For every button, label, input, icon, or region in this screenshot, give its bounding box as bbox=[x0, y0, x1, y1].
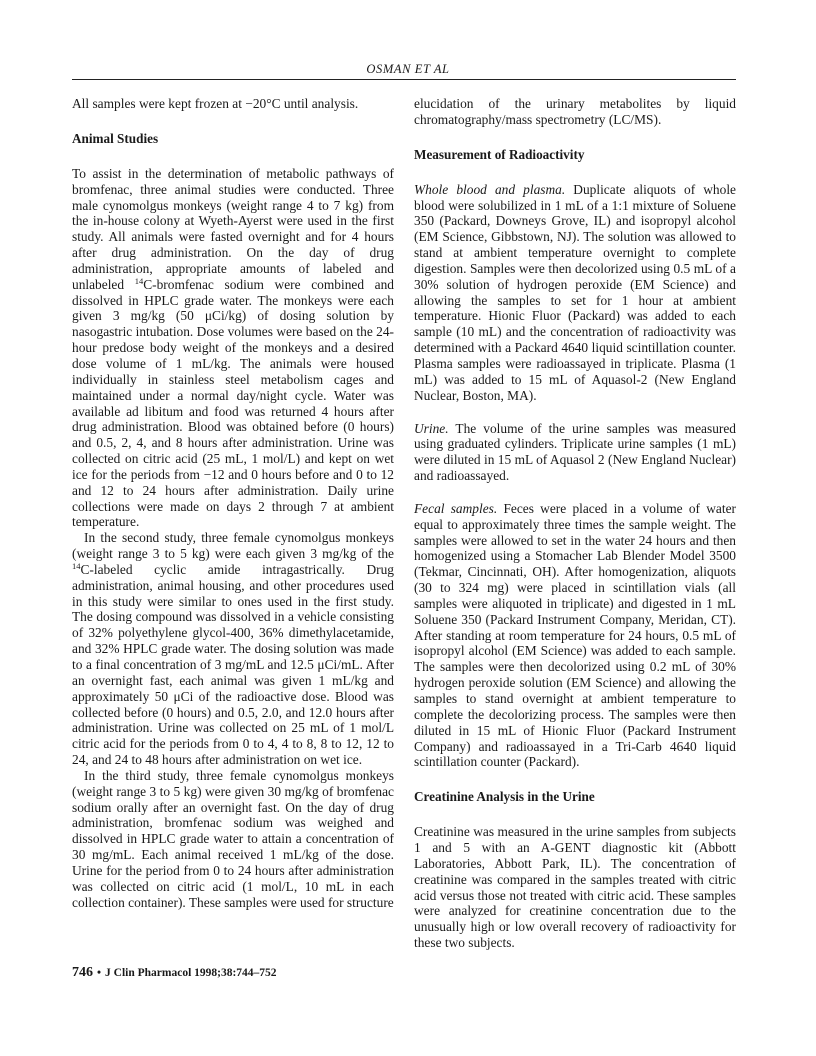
paragraph-text: In the second study, three female cynomolgus monkeys (weight range 3 to 5 kg) were each given 3 mg/kg of the bbox=[72, 530, 394, 562]
isotope-superscript: 14 bbox=[134, 275, 144, 286]
journal-citation: J Clin Pharmacol 1998;38:744–752 bbox=[105, 967, 277, 979]
paragraph-fecal bbox=[414, 501, 736, 770]
paragraph-urine bbox=[414, 421, 736, 484]
paragraph-text: The volume of the urine samples was measured using graduated cylinders. Triplicate urine samples (1 mL) were diluted in 15 mL of Aquasol 2 (New England Nuclear) and radioassayed. bbox=[414, 420, 736, 484]
bullet-separator: • bbox=[97, 967, 102, 979]
paragraph-text: Feces were placed in a volume of water equal to approximately three times the sample weight. The samples were allowed to set in the water 24 hours and then homogenized using a Stomacher Lab Blender Model 3500 (Tekmar, Cincinnati, OH). After homogenization, aliquots (30 to 324 mg) were placed in scintillation vials (all samples were aliquoted in triplicate) and digested in 1 mL Soluene 350 (Packard Instrument Company, Meridan, CT). After standing at room temperature for 24 hours, 0.5 mL of isopropyl alcohol (EM Science) was added to each sample. The samples were then decolorized using 0.2 mL of 30% hydrogen peroxide solution (EM Science) and allowing the samples to stand overnight at ambient temperature to complete the decolorizing process. The samples were then diluted in 15 mL of Hionic Fluor (Packard Instrument Company) and radioassayed in a Tri-Carb 4640 liquid scintillation counter (Packard). bbox=[414, 500, 736, 770]
paragraph-text: C-labeled cyclic amide intragastrically. Drug administration, animal housing, and other procedures used in this study were similar to ones used in the first study. The dosing compound was dissolved in a vehicle consisting of 32% polyethylene glycol-400, 36% dimethylacetamide, and 32% HPLC grade water. The dosing solution was made to a final concentration of 3 mg/mL and 12.5 μCi/mL. After an overnight fast, each animal was given 1 mL/kg and approximately 50 μCi of the radioactive dose. Blood was collected before (0 hours) and 0.5, 2.0, and 12.0 hours after administration. Urine was collected on 25 mL of 1 mol/L citric acid for the periods from 0 to 4, 4 to 8, 8 to 12, 12 to 24, and 24 to 48 hours after administration on wet ice. bbox=[72, 561, 394, 768]
paragraph-text: To assist in the determination of metabolic pathways of bromfenac, three animal studies were conducted. Three male cynomolgus monkeys (weight range 4 to 7 kg) from the in-house colony at Wyeth-Ayerst were used in the first study. All animals were fasted overnight and for 4 hours after drug administration. On the day of drug administration, appropriate amounts of labeled and unlabeled bbox=[72, 165, 394, 292]
paragraph-text: C-bromfenac sodium were combined and dissolved in HPLC grade water. The monkeys were each given 3 mg/kg (50 μCi/kg) of dosing solution by nasogastric intubation. Dose volumes were based on the 24-hour predose body weight of the monkeys and a desired dose volume of 1 mL/kg. The animals were housed individually in stainless steel metabolism cages and maintained under a normal day/night cycle. Water was available ad libitum and food was returned 4 hours after drug administration. Blood was obtained before (0 hours) and 0.5, 2, 4, and 8 hours after administration. Urine was collected on citric acid (25 mL, 1 mol/L) and kept on wet ice for the periods from −12 and 0 hours before and 0 to 12 and 12 to 24 hours after administration. Daily urine collections were made on days 2 through 7 at ambient temperature. bbox=[72, 276, 394, 530]
paragraph-whole-blood bbox=[414, 182, 736, 404]
page-number: 746 bbox=[72, 965, 93, 980]
running-head: OSMAN ET AL bbox=[366, 62, 450, 76]
run-in-heading: Fecal samples. bbox=[414, 500, 498, 516]
paragraph-second-study bbox=[72, 530, 394, 768]
right-column bbox=[414, 96, 736, 951]
isotope-superscript: 14 bbox=[72, 560, 81, 571]
continued-paragraph: elucidation of the urinary metabolites by liquid chromatography/mass spectrometry (LC/MS). bbox=[414, 96, 736, 127]
section-heading-creatinine: Creatinine Analysis in the Urine bbox=[414, 789, 595, 805]
header-rule bbox=[72, 79, 736, 80]
page-footer bbox=[72, 965, 277, 981]
continued-paragraph: All samples were kept frozen at −20°C until analysis. bbox=[72, 96, 359, 111]
section-heading-animal-studies: Animal Studies bbox=[72, 130, 159, 146]
paragraph-first-study bbox=[72, 166, 394, 530]
run-in-heading: Urine. bbox=[414, 420, 449, 436]
paragraph-creatinine: Creatinine was measured in the urine samples from subjects 1 and 5 with an A-GENT diagnostic kit (Abbott Laboratories, Abbott Park, IL). The concentration of creatinine was compared in the samples treated with citric acid versus those not treated with citric acid. These samples were analyzed for creatinine concentration due to the unusually high or low overall recovery of radioactivity for these two subjects. bbox=[414, 824, 736, 951]
paragraph-third-study: In the third study, three female cynomolgus monkeys (weight range 3 to 5 kg) were given 30 mg/kg of bromfenac sodium orally after an overnight fast. On the day of drug administration, bromfenac sodium was weighed and dissolved in HPLC grade water to attain a concentration of 30 mg/mL. Each animal received 1 mL/kg of the dose. Urine for the period from 0 to 24 hours after administration was collected on citric acid (1 mol/L, 10 mL in each collection container). These samples were used for structure bbox=[72, 767, 394, 910]
section-heading-radioactivity: Measurement of Radioactivity bbox=[414, 146, 585, 162]
paragraph-text: Duplicate aliquots of whole blood were solubilized in 1 mL of a 1:1 mixture of Soluene 350 (Packard, Downeys Grove, IL) and isopropyl alcohol (EM Science, Gibbstown, NJ). The solution was allowed to stand at ambient temperature overnight to complete digestion. Samples were then decolorized using 0.5 mL of a 30% solution of hydrogen peroxide (EM Science) and allowing the samples to set for 1 hour at ambient temperature. Hionic Fluor (Packard) was added to each sample (10 mL) and the concentration of radioactivity was determined with a Packard 4640 liquid scintillation counter. Plasma samples were radioassayed in triplicate. Plasma (1 mL) was added to 15 mL of Aquasol-2 (New England Nuclear, Boston, MA). bbox=[414, 181, 736, 403]
left-column bbox=[72, 96, 394, 911]
run-in-heading: Whole blood and plasma. bbox=[414, 181, 566, 197]
